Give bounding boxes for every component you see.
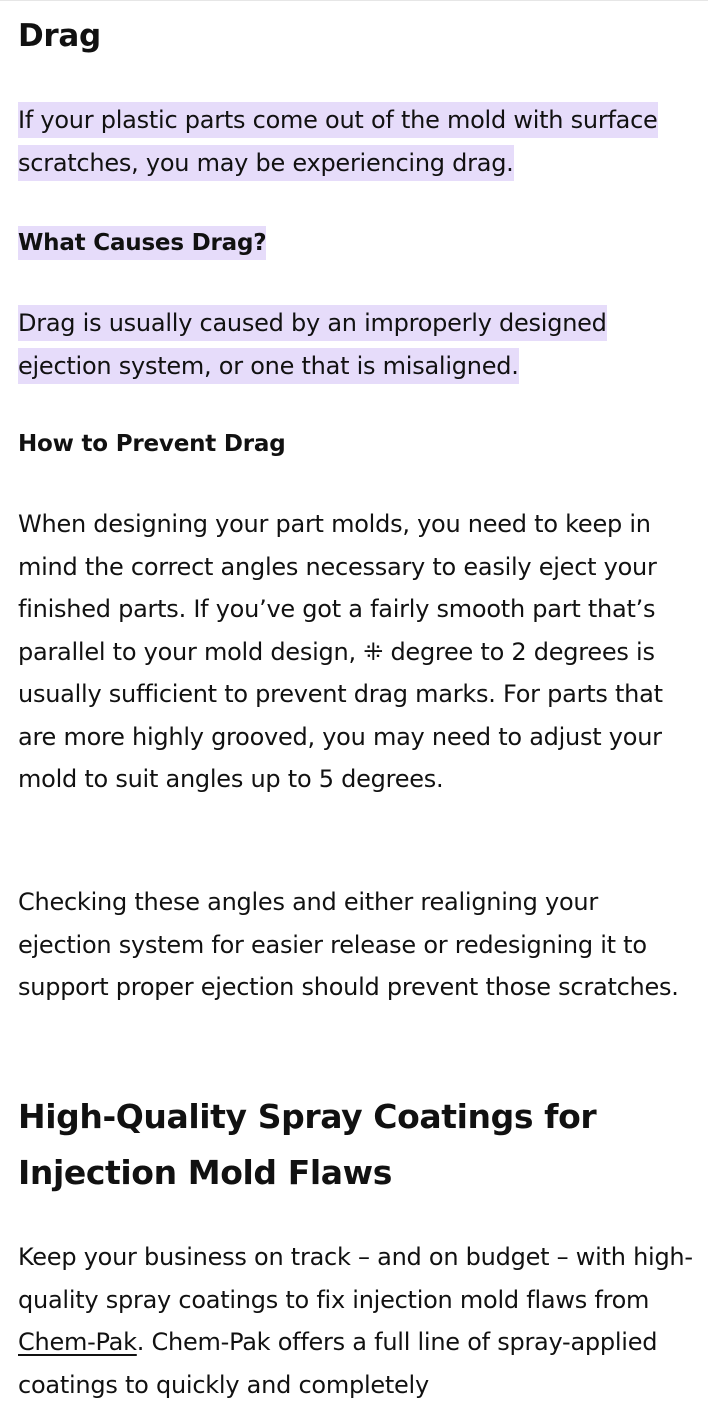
prevent-paragraph-1: When designing your part molds, you need to keep in mind the correct angles necessary to easily eject your finished parts. If you’ve got a fairly smooth part that’s parallel to your mold design, ⁜ degree to 2 degrees is usually sufficient to prevent drag marks. For parts that are more highly grooved, you may need to adjust your mold to suit angles up to 5 degrees. (18, 510, 663, 793)
causes-subheading (18, 222, 266, 264)
section-heading-drag: Drag (18, 18, 101, 54)
closing-text-start: Keep your business on track – and on budget – with high-quality spray coatings to fix injection mold flaws from (18, 1243, 693, 1314)
spray-coatings-heading: High-Quality Spray Coatings for Injection Mold Flaws (18, 1097, 597, 1192)
closing-text-end: . Chem-Pak offers a full line of spray-applied coatings to quickly and completely (18, 1328, 658, 1399)
top-divider (0, 0, 708, 1)
highlighted-causes-text: Drag is usually caused by an improperly designed ejection system, or one that is misaligned. (18, 305, 607, 384)
chem-pak-link[interactable]: Chem-Pak (18, 1328, 137, 1356)
prevent-paragraph-2: Checking these angles and either realigning your ejection system for easier release or redesigning it to support proper ejection should prevent those scratches. (18, 888, 679, 1001)
causes-paragraph (18, 302, 698, 387)
closing-paragraph (18, 1236, 698, 1406)
highlighted-causes-heading: What Causes Drag? (18, 226, 266, 260)
prevent-subheading: How to Prevent Drag (18, 431, 286, 457)
highlighted-intro-text: If your plastic parts come out of the mold with surface scratches, you may be experiencing drag. (18, 102, 658, 181)
intro-paragraph (18, 99, 698, 184)
